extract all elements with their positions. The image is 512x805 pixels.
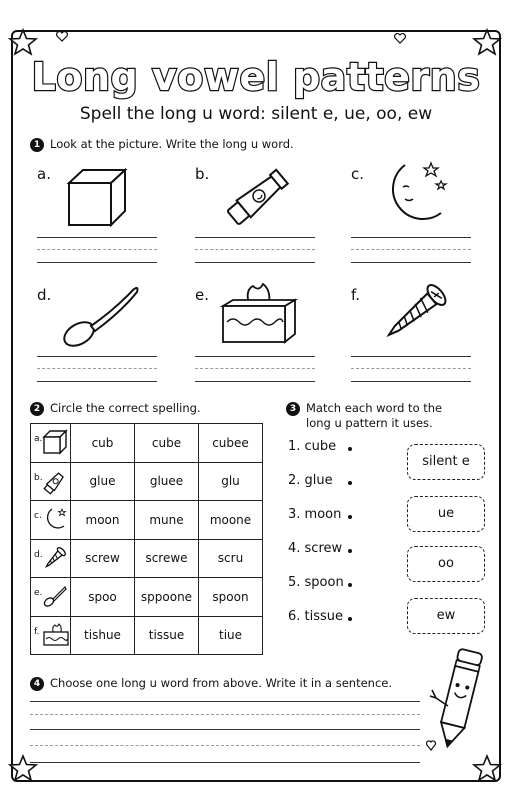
- section-3-instruction: [306, 401, 442, 431]
- match-word: 1. cube: [288, 439, 337, 454]
- section-2-instruction: Circle the correct spelling.: [50, 401, 201, 415]
- screw-icon: [377, 280, 453, 346]
- spoon-icon: [59, 282, 149, 350]
- row-letter: c.: [34, 511, 42, 521]
- spelling-option[interactable]: scru: [199, 539, 263, 578]
- writing-guide-line: [351, 249, 471, 250]
- spelling-table: [30, 423, 263, 655]
- match-word: 2. glue: [288, 473, 333, 488]
- spelling-option[interactable]: tissue: [135, 616, 199, 655]
- spelling-option[interactable]: screwe: [135, 539, 199, 578]
- instruction-line: Match each word to the: [306, 401, 443, 415]
- spelling-option[interactable]: spoo: [71, 578, 135, 617]
- match-word: 5. spoon: [288, 575, 344, 590]
- sentence-guide-line: [30, 745, 420, 746]
- row-letter: f.: [34, 626, 40, 637]
- row-picture: [31, 616, 71, 655]
- writing-line[interactable]: [37, 237, 157, 238]
- spelling-option[interactable]: spoon: [199, 578, 263, 617]
- star-icon: [8, 754, 38, 782]
- sentence-line[interactable]: [30, 762, 420, 763]
- match-dot[interactable]: [348, 515, 352, 519]
- picture-item-f: [351, 286, 491, 396]
- row-letter: e.: [34, 588, 43, 598]
- row-picture: [31, 578, 71, 617]
- row-picture: [31, 424, 71, 463]
- section-4-instruction: Choose one long u word from above. Write it in a sentence.: [50, 676, 393, 690]
- match-dot[interactable]: [348, 447, 352, 451]
- item-letter: a.: [37, 165, 51, 183]
- writing-guide-line: [37, 249, 157, 250]
- page-title: [0, 40, 512, 110]
- sentence-line[interactable]: [30, 701, 420, 702]
- instruction-line: long u pattern it uses.: [306, 416, 433, 430]
- pattern-box[interactable]: ue: [407, 496, 485, 532]
- item-letter: c.: [351, 165, 365, 183]
- pattern-box[interactable]: ew: [407, 598, 485, 634]
- tissue-box-icon: [219, 282, 299, 348]
- section-1-heading: [30, 137, 294, 152]
- cube-icon: [67, 167, 129, 227]
- writing-line[interactable]: [351, 262, 471, 263]
- tissue-box-icon: [42, 622, 70, 648]
- row-picture: [31, 539, 71, 578]
- match-dot[interactable]: [348, 481, 352, 485]
- sentence-line[interactable]: [30, 729, 420, 730]
- writing-line[interactable]: [37, 262, 157, 263]
- writing-line[interactable]: [351, 237, 471, 238]
- row-letter: b.: [34, 472, 43, 483]
- table-row: [31, 578, 263, 617]
- spelling-option[interactable]: sppoone: [135, 578, 199, 617]
- writing-line[interactable]: [195, 262, 315, 263]
- picture-item-e: [195, 286, 335, 396]
- pencil-mascot-icon: [426, 646, 490, 756]
- spelling-option[interactable]: moon: [71, 501, 135, 540]
- table-row: [31, 424, 263, 463]
- writing-line[interactable]: [37, 381, 157, 382]
- picture-item-a: [37, 165, 177, 275]
- spoon-icon: [42, 583, 68, 609]
- table-row: [31, 616, 263, 655]
- glue-tube-icon: [219, 165, 299, 227]
- picture-item-b: [195, 165, 335, 275]
- spelling-option[interactable]: glue: [71, 462, 135, 501]
- section-number-badge: 4: [30, 677, 44, 691]
- picture-item-d: [37, 286, 177, 396]
- writing-line[interactable]: [37, 356, 157, 357]
- item-letter: e.: [195, 286, 209, 304]
- pattern-box[interactable]: silent e: [407, 444, 485, 480]
- section-1-instruction: Look at the picture. Write the long u word.: [50, 137, 294, 151]
- match-word: 4. screw: [288, 541, 343, 556]
- spelling-option[interactable]: cubee: [199, 424, 263, 463]
- row-picture: [31, 501, 71, 540]
- writing-line[interactable]: [351, 381, 471, 382]
- moon-icon: [42, 506, 68, 532]
- match-word: 3. moon: [288, 507, 342, 522]
- writing-guide-line: [195, 368, 315, 369]
- writing-guide-line: [351, 368, 471, 369]
- glue-tube-icon: [42, 468, 68, 496]
- spelling-option[interactable]: mune: [135, 501, 199, 540]
- page-subtitle: Spell the long u word: silent e, ue, oo, ew: [79, 104, 433, 124]
- pattern-box[interactable]: oo: [407, 546, 485, 582]
- spelling-option[interactable]: cub: [71, 424, 135, 463]
- section-number-badge: 1: [30, 138, 44, 152]
- table-row: [31, 539, 263, 578]
- svg-text:Long vowel patterns: Long vowel patterns: [31, 55, 481, 99]
- writing-guide-line: [195, 249, 315, 250]
- table-row: [31, 501, 263, 540]
- item-letter: d.: [37, 286, 52, 304]
- row-letter: d.: [34, 549, 43, 560]
- match-word: 6. tissue: [288, 609, 344, 624]
- section-2-heading: [30, 401, 201, 416]
- writing-line[interactable]: [351, 356, 471, 357]
- sentence-guide-line: [30, 714, 420, 715]
- spelling-option[interactable]: tishue: [71, 616, 135, 655]
- item-letter: f.: [351, 286, 360, 304]
- section-4-heading: [30, 676, 392, 691]
- picture-item-c: [351, 165, 491, 275]
- row-picture: [31, 462, 71, 501]
- spelling-option[interactable]: moone: [199, 501, 263, 540]
- section-number-badge: 3: [286, 402, 300, 416]
- writing-guide-line: [37, 368, 157, 369]
- match-dot[interactable]: [348, 617, 352, 621]
- spelling-option[interactable]: glu: [199, 462, 263, 501]
- spelling-option[interactable]: gluee: [135, 462, 199, 501]
- screw-icon: [42, 545, 68, 571]
- star-icon: [472, 754, 502, 782]
- spelling-option[interactable]: tiue: [199, 616, 263, 655]
- section-number-badge: 2: [30, 402, 44, 416]
- section-3-heading: [286, 401, 442, 431]
- spelling-option[interactable]: cube: [135, 424, 199, 463]
- writing-line[interactable]: [195, 381, 315, 382]
- spelling-option[interactable]: screw: [71, 539, 135, 578]
- writing-line[interactable]: [195, 356, 315, 357]
- match-dot[interactable]: [348, 583, 352, 587]
- match-dot[interactable]: [348, 549, 352, 553]
- item-letter: b.: [195, 165, 210, 183]
- writing-line[interactable]: [195, 237, 315, 238]
- cube-icon: [42, 429, 68, 455]
- moon-icon: [375, 157, 455, 227]
- table-row: [31, 462, 263, 501]
- row-letter: a.: [34, 434, 43, 444]
